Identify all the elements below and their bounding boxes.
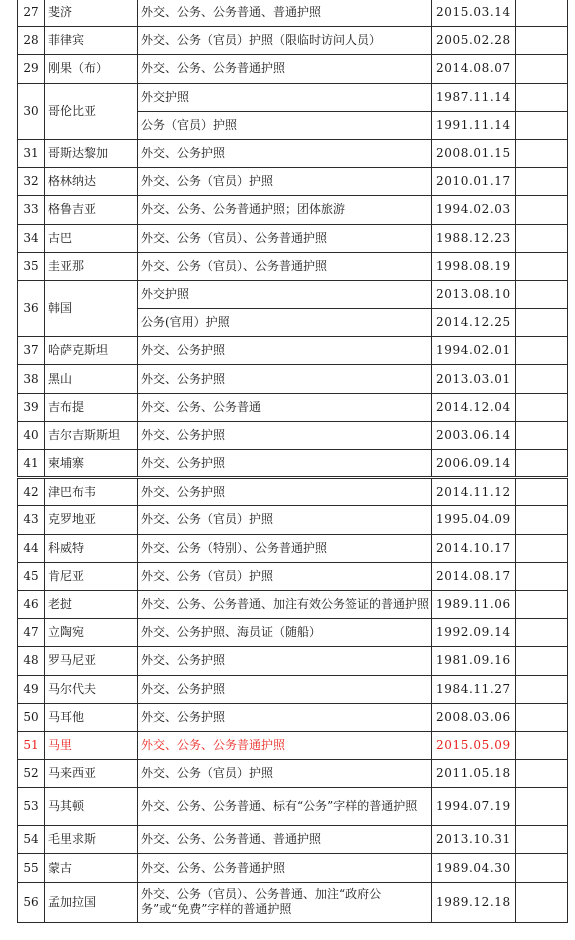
note-cell — [516, 111, 568, 139]
country-name: 哈萨克斯坦 — [45, 337, 138, 365]
note-cell — [516, 393, 568, 421]
country-name: 黑山 — [45, 365, 138, 393]
table-row — [18, 506, 568, 534]
passport-type: 公务(官用）护照 — [138, 309, 432, 337]
effective-date: 1994.07.19 — [432, 788, 516, 826]
row-number: 49 — [18, 675, 45, 703]
passport-type: 外交、公务护照 — [138, 675, 432, 703]
passport-type: 外交、公务（官员）护照 — [138, 168, 432, 196]
row-number: 32 — [18, 168, 45, 196]
passport-type: 外交、公务、公务普通 — [138, 393, 432, 421]
table-row — [18, 534, 568, 562]
passport-type: 外交、公务、公务普通护照 — [138, 55, 432, 83]
effective-date: 2014.11.12 — [432, 478, 516, 506]
row-number: 28 — [18, 27, 45, 55]
effective-date: 1998.08.19 — [432, 252, 516, 280]
row-number: 53 — [18, 788, 45, 826]
country-name: 蒙古 — [45, 854, 138, 882]
note-cell — [516, 224, 568, 252]
row-number: 33 — [18, 196, 45, 224]
effective-date: 2014.08.17 — [432, 562, 516, 590]
country-name: 马其顿 — [45, 788, 138, 826]
visa-exemption-table — [17, 0, 568, 923]
table-row — [18, 562, 568, 590]
passport-type: 外交、公务、公务普通护照 — [138, 731, 432, 759]
country-name: 哥斯达黎加 — [45, 139, 138, 167]
note-cell — [516, 647, 568, 675]
effective-date: 2015.05.09 — [432, 731, 516, 759]
effective-date: 2014.08.07 — [432, 55, 516, 83]
table-row — [18, 139, 568, 167]
effective-date: 2013.10.31 — [432, 826, 516, 854]
passport-type: 外交、公务、公务普通护照；团体旅游 — [138, 196, 432, 224]
country-name: 韩国 — [45, 280, 138, 336]
country-name: 格鲁吉亚 — [45, 196, 138, 224]
passport-type: 外交、公务护照 — [138, 421, 432, 449]
row-number: 31 — [18, 139, 45, 167]
table-row — [18, 854, 568, 882]
table-row — [18, 675, 568, 703]
passport-type: 外交、公务、公务普通、普通护照 — [138, 826, 432, 854]
row-number: 54 — [18, 826, 45, 854]
table-row — [18, 55, 568, 83]
country-name: 马来西亚 — [45, 760, 138, 788]
row-number: 35 — [18, 252, 45, 280]
table-row — [18, 168, 568, 196]
note-cell — [516, 882, 568, 922]
table-row — [18, 731, 568, 759]
effective-date: 2008.03.06 — [432, 703, 516, 731]
country-name: 马尔代夫 — [45, 675, 138, 703]
row-number: 44 — [18, 534, 45, 562]
row-number: 36 — [18, 280, 45, 336]
country-name: 马耳他 — [45, 703, 138, 731]
effective-date: 2013.08.10 — [432, 280, 516, 308]
table-row — [18, 83, 568, 111]
row-number: 30 — [18, 83, 45, 139]
passport-type: 外交、公务护照 — [138, 337, 432, 365]
row-number: 56 — [18, 882, 45, 922]
row-number: 27 — [18, 0, 45, 27]
table-row — [18, 365, 568, 393]
row-number: 51 — [18, 731, 45, 759]
passport-type: 外交、公务护照 — [138, 139, 432, 167]
row-number: 40 — [18, 421, 45, 449]
row-number: 38 — [18, 365, 45, 393]
note-cell — [516, 760, 568, 788]
note-cell — [516, 619, 568, 647]
table-row — [18, 760, 568, 788]
effective-date: 2015.03.14 — [432, 0, 516, 27]
table-row — [18, 280, 568, 308]
effective-date: 2014.12.04 — [432, 393, 516, 421]
row-number: 45 — [18, 562, 45, 590]
note-cell — [516, 196, 568, 224]
table-row — [18, 826, 568, 854]
passport-type: 外交、公务（官员）、公务普通护照 — [138, 224, 432, 252]
country-name: 罗马尼亚 — [45, 647, 138, 675]
row-number: 55 — [18, 854, 45, 882]
table-row — [18, 0, 568, 27]
country-name: 吉尔吉斯斯坦 — [45, 421, 138, 449]
table-row — [18, 882, 568, 922]
country-name: 毛里求斯 — [45, 826, 138, 854]
table-row — [18, 196, 568, 224]
country-name: 肯尼亚 — [45, 562, 138, 590]
passport-type: 外交、公务护照 — [138, 450, 432, 478]
table-row — [18, 224, 568, 252]
effective-date: 2013.03.01 — [432, 365, 516, 393]
passport-type: 外交护照 — [138, 83, 432, 111]
note-cell — [516, 168, 568, 196]
effective-date: 1981.09.16 — [432, 647, 516, 675]
country-name: 老挝 — [45, 590, 138, 618]
table-row — [18, 788, 568, 826]
row-number: 39 — [18, 393, 45, 421]
effective-date: 1994.02.01 — [432, 337, 516, 365]
effective-date: 1989.11.06 — [432, 590, 516, 618]
passport-type: 外交、公务护照 — [138, 647, 432, 675]
table-row — [18, 393, 568, 421]
note-cell — [516, 83, 568, 111]
table-row — [18, 27, 568, 55]
note-cell — [516, 788, 568, 826]
country-name: 科威特 — [45, 534, 138, 562]
row-number: 37 — [18, 337, 45, 365]
table-body — [18, 0, 568, 922]
passport-type: 外交、公务（官员）、公务普通、加注“政府公务”或“免费”字样的普通护照 — [138, 882, 432, 922]
country-name: 格林纳达 — [45, 168, 138, 196]
effective-date: 2008.01.15 — [432, 139, 516, 167]
country-name: 克罗地亚 — [45, 506, 138, 534]
table-row — [18, 590, 568, 618]
effective-date: 2005.02.28 — [432, 27, 516, 55]
note-cell — [516, 731, 568, 759]
passport-type: 外交、公务护照 — [138, 365, 432, 393]
country-name: 津巴布韦 — [45, 478, 138, 506]
passport-type: 外交、公务（官员）、公务普通护照 — [138, 252, 432, 280]
row-number: 43 — [18, 506, 45, 534]
effective-date: 1988.12.23 — [432, 224, 516, 252]
effective-date: 1989.04.30 — [432, 854, 516, 882]
row-number: 52 — [18, 760, 45, 788]
effective-date: 1992.09.14 — [432, 619, 516, 647]
table-row — [18, 619, 568, 647]
effective-date: 2014.12.25 — [432, 309, 516, 337]
country-name: 孟加拉国 — [45, 882, 138, 922]
note-cell — [516, 0, 568, 27]
note-cell — [516, 826, 568, 854]
passport-type: 外交、公务护照、海员证（随船） — [138, 619, 432, 647]
row-number: 42 — [18, 478, 45, 506]
table-row — [18, 478, 568, 506]
row-number: 34 — [18, 224, 45, 252]
note-cell — [516, 27, 568, 55]
country-name: 刚果（布） — [45, 55, 138, 83]
passport-type: 外交、公务、公务普通、普通护照 — [138, 0, 432, 27]
effective-date: 2003.06.14 — [432, 421, 516, 449]
note-cell — [516, 506, 568, 534]
row-number: 48 — [18, 647, 45, 675]
note-cell — [516, 252, 568, 280]
table-row — [18, 337, 568, 365]
passport-type: 外交、公务、公务普通、加注有效公务签证的普通护照 — [138, 590, 432, 618]
country-name: 立陶宛 — [45, 619, 138, 647]
note-cell — [516, 562, 568, 590]
note-cell — [516, 309, 568, 337]
effective-date: 2006.09.14 — [432, 450, 516, 478]
country-name: 马里 — [45, 731, 138, 759]
passport-type: 公务（官员）护照 — [138, 111, 432, 139]
passport-type: 外交护照 — [138, 280, 432, 308]
note-cell — [516, 55, 568, 83]
effective-date: 1995.04.09 — [432, 506, 516, 534]
passport-type: 外交、公务（官员）护照 — [138, 562, 432, 590]
table-row — [18, 421, 568, 449]
country-name: 柬埔寨 — [45, 450, 138, 478]
note-cell — [516, 703, 568, 731]
note-cell — [516, 675, 568, 703]
effective-date: 1984.11.27 — [432, 675, 516, 703]
note-cell — [516, 337, 568, 365]
passport-type: 外交、公务、公务普通、标有“公务”字样的普通护照 — [138, 788, 432, 826]
effective-date: 2010.01.17 — [432, 168, 516, 196]
passport-type: 外交、公务护照 — [138, 703, 432, 731]
note-cell — [516, 139, 568, 167]
table-row — [18, 450, 568, 478]
note-cell — [516, 534, 568, 562]
passport-type: 外交、公务（官员）护照 — [138, 760, 432, 788]
table-row — [18, 703, 568, 731]
country-name: 菲律宾 — [45, 27, 138, 55]
passport-type: 外交、公务（官员）护照（限临时访问人员） — [138, 27, 432, 55]
row-number: 50 — [18, 703, 45, 731]
passport-type: 外交、公务（官员）护照 — [138, 506, 432, 534]
row-number: 47 — [18, 619, 45, 647]
note-cell — [516, 421, 568, 449]
country-name: 圭亚那 — [45, 252, 138, 280]
effective-date: 2011.05.18 — [432, 760, 516, 788]
row-number: 41 — [18, 450, 45, 478]
passport-type: 外交、公务（特别）、公务普通护照 — [138, 534, 432, 562]
country-name: 吉布提 — [45, 393, 138, 421]
effective-date: 1987.11.14 — [432, 83, 516, 111]
effective-date: 1991.11.14 — [432, 111, 516, 139]
country-name: 斐济 — [45, 0, 138, 27]
row-number: 46 — [18, 590, 45, 618]
effective-date: 2014.10.17 — [432, 534, 516, 562]
note-cell — [516, 478, 568, 506]
country-name: 古巴 — [45, 224, 138, 252]
effective-date: 1989.12.18 — [432, 882, 516, 922]
note-cell — [516, 365, 568, 393]
passport-type: 外交、公务、公务普通护照 — [138, 854, 432, 882]
effective-date: 1994.02.03 — [432, 196, 516, 224]
note-cell — [516, 590, 568, 618]
note-cell — [516, 280, 568, 308]
note-cell — [516, 450, 568, 478]
row-number: 29 — [18, 55, 45, 83]
note-cell — [516, 854, 568, 882]
table-row — [18, 252, 568, 280]
table-row — [18, 647, 568, 675]
country-name: 哥伦比亚 — [45, 83, 138, 139]
passport-type: 外交、公务护照 — [138, 478, 432, 506]
